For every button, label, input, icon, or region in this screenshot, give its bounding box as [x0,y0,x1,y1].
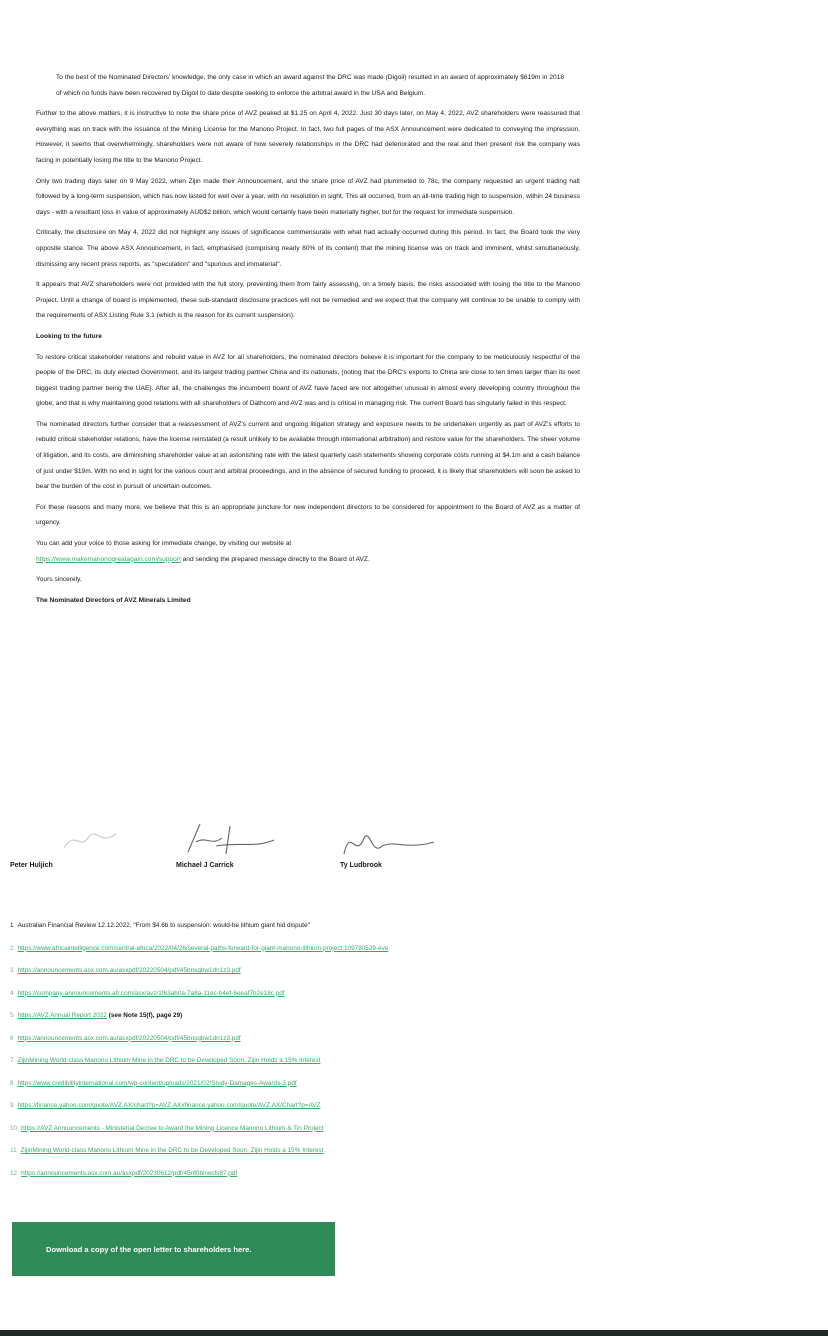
signature-huljich [60,820,120,856]
letter-paragraph: To the best of the Nominated Directors' knowledge, the only case in which an award against the DRC was made (Digoil) resulted in an award of approximately $619m in 2018 of which no funds have been recovered by Digoil to date despite seeking to enforce the arbitral award in the USA and Belgium. [56,74,564,97]
section-heading: Looking to the future [36,332,102,340]
letter-paragraph: It appears that AVZ shareholders were not provided with the full story, preventing them from fairly assessing, on a timely basis, the risks associated with losing the title to the Manono Project. Until a change of board is implemented, these sub-standard disclosure practices will not be remedied and we expect that the company will continue to be unable to comply with the requirements of ASX Listing Rule 3.1 (which is the reason for its current suspension). [36,281,580,320]
letter-paragraph: Critically, the disclosure on May 4, 2022 did not highlight any issues of significance commensurate with what had actually occurred during this period. In fact, the Board took the very opposite stance. The above ASX Announcement, in fact, emphasised (comprising nearly 80% of its content) that the mining license was on track and imminent, whilst simultaneously, dismissing any recent press reports, as "speculation" and "spurious and immaterial". [36,229,580,268]
signatory-name: Ty Ludbrook [340,862,382,869]
letter-paragraph: For these reasons and many more, we believe that this is an appropriate juncture for new independent directors to be considered for appointment to the Board of AVZ as a matter of urgency. [36,503,580,527]
footnote[interactable]: 7 ZijinMining World-class Manono Lithium Mine in the DRC to be Developed Soon, Zijin Holds a 15% Interest [10,1057,321,1064]
footnotes-list [10,915,710,1185]
signatures [0,812,828,882]
letter-paragraph: To restore critical stakeholder relations and rebuild value in AVZ for all shareholders, the nominated directors believe it is important for the company to be meticulously respectful of the people of the DRC, its duly elected Government, and its largest trading partner China and its nationals, (noting that the DRC's exports to China are close to ten times larger than its next biggest trading partner being the UAE). After all, the challenges the incumbent board of AVZ have faced are not altogether unusual in almost every developing country throughout the globe, and that is why maintaining good relations with all shareholders of Dathcom and AVZ was and is critical in managing risk. The current Board has singularly failed in this respect. [36,353,580,408]
signature-carrick [178,816,278,860]
footnote[interactable]: 9 https://finance.yahoo.com/quote/AVZ.AX/chart?p=AVZ.AX#finance.yahoo.com/quote/AVZ.AX/Chart?p=AVZ [10,1102,321,1109]
footnote[interactable]: 11 ZijinMining World-class Manono Lithium Mine in the DRC to be Developed Soon, Zijin Holds a 15% Interest [10,1147,324,1154]
signature-ludbrook [338,820,438,860]
footnote[interactable]: 12 https://announcements.asx.com.au/asxpdf/20230612/pdf/45nf0bnwsfs87.pdf [10,1169,238,1177]
letter-paragraph [36,536,580,567]
footnote: 1 Australian Financial Review 12.12.2022, "From $4.6b to suspension: would-be lithium giant hid dispute" [10,922,310,929]
download-button-label: Download a copy of the open letter to shareholders here. [46,1244,252,1254]
salutation: Yours sincerely, [36,576,82,584]
bottom-bar [0,1330,828,1336]
letter-paragraph: Only two trading days later on 9 May 2022, when Zijin made their Announcement, and the share price of AVZ had plummeted to 78c, the company requested an urgent trading halt followed by a long-term suspension, which has now lasted for well over a year, with no resolution in sight. This all occurred, from an all-time trading high to suspension, within 24 business days - with a resultant loss in value of approximately AUD$2 billion, which would certainly have been materially higher, but for the request for immediate suspension. [36,177,580,216]
footnote[interactable]: 8 https://www.credibilityinternational.com/wp-content/uploads/2021/02/Study-Damages-Awards-3.pdf [10,1079,297,1087]
footnote[interactable]: 4 https://company-announcements.afr.com/asx/avz/1f63ab0a-7a8a-11ec-b4ef-6eeaf7b2e18c.pdf [10,989,285,997]
footnote[interactable]: 3 https://announcements.asx.com.au/asxpdf/20220504/pdf/45bnsgbw1dn1z3.pdf [10,967,241,974]
support-website-link[interactable]: https://www.makemanonogreatagain.com/support [36,555,181,563]
call-to-action-text: You can add your voice to those asking for immediate change, by visiting our website at [36,540,292,548]
signoff: The Nominated Directors of AVZ Minerals Limited [36,596,191,604]
letter-paragraph: The nominated directors further consider that a reassessment of AVZ's current and ongoing litigation strategy and exposure needs to be undertaken urgently as part of AVZ's efforts to rebuild critical stakeholder relations, have the license reinstated (a result unlikely to be available through international arbitration) and restore value for the shareholders. The sheer volume of litigation, and its costs, are diminishing shareholder value at an astonishing rate with the latest quarterly cash statements showing corporate costs running at $4.1m and a cash balance of just under $19m. With no end in sight for the various court and arbitral proceedings, and in the absence of secured funding to proceed, it is likely that shareholders will soon be asked to bear the burden of the cost in pursuit of uncertain outcomes. [36,420,580,491]
footnote[interactable]: 10 https://AVZ Announcements - Ministerial Decree to Award the Mining Licence Manono Lithium & Tin Project [10,1124,324,1132]
letter-body [36,70,580,613]
footnote[interactable]: 5 https://AVZ Annual Report 2022 (see Note 15(f), page 29) [10,1012,183,1019]
footnote[interactable]: 2 https://www.africaintelligence.com/central-africa/2022/04/26/several-paths-forward-for-giant-manono-lithium-project,109780529-eve [10,944,389,952]
call-to-action-text-tail: and sending the prepared message directly to the Board of AVZ. [180,555,370,563]
signatory-name: Michael J Carrick [176,862,234,869]
letter-paragraph: Further to the above matters, it is instructive to note the share price of AVZ peaked at $1.25 on April 4, 2022. Just 30 days later, on May 4, 2022, AVZ shareholders were reassured that everything was on track with the issuance of the Mining License for the Manono Project. In fact, two full pages of the ASX Announcement were dedicated to conveying the impression. However, it seems that overwhelmingly, shareholders were not aware of how severely relationships in the DRC had deteriorated and the real and then present risk the company was facing in potentially losing the title to the Manono Project. [36,110,580,164]
signatory-name: Peter Huljich [10,862,53,869]
download-letter-button[interactable] [12,1222,335,1276]
footnote[interactable]: 6 https://announcements.asx.com.au/asxpdf/20220504/pdf/45bnsgbw1dn1z3.pdf [10,1034,241,1042]
